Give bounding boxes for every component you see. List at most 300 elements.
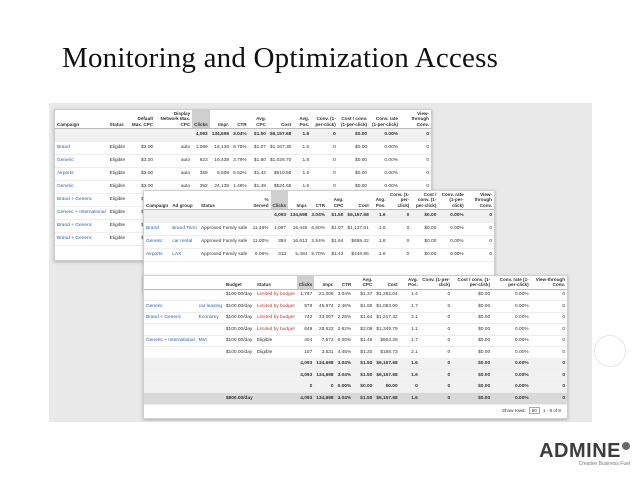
table-cell: 0.00% [369, 128, 400, 141]
column-header[interactable]: Avg. Pos. [371, 191, 388, 209]
column-header[interactable]: Cost [268, 110, 293, 128]
table-cell [55, 128, 108, 141]
table-cell: Eligible [108, 193, 127, 206]
table-cell: 0 [531, 335, 567, 347]
table-cell [255, 381, 297, 393]
table-cell: 3.04% [336, 393, 354, 405]
budget-table-screenshot [143, 275, 568, 419]
table-cell: 21,008 [314, 289, 335, 301]
column-header[interactable]: Avg. CPC [249, 110, 268, 128]
table-cell: Eligible [108, 141, 127, 154]
table-row [144, 335, 567, 347]
table-cell: 0.00% [492, 381, 531, 393]
column-header[interactable]: Avg. Pos. [400, 276, 420, 289]
table-cell: $0.00 [452, 393, 492, 405]
table-cell: 134,698 [314, 370, 335, 382]
column-header[interactable]: % Served [249, 191, 270, 209]
column-header[interactable]: CTR [309, 191, 327, 209]
table-cell: 1.6 [371, 209, 388, 222]
table-cell: 1.6 [400, 370, 420, 382]
column-header[interactable]: Conv. (1-per-click) [388, 191, 412, 209]
table-cell: 134,698 [314, 393, 335, 405]
table-cell: 5.52% [231, 167, 249, 180]
table-cell: 4,093 [192, 128, 210, 141]
table-cell: 7,573 [314, 335, 335, 347]
table-cell: $3.00 [127, 141, 155, 154]
column-header[interactable]: Impr. [288, 191, 309, 209]
table-cell: 3,531 [314, 347, 335, 359]
table-cell: 0 [400, 154, 431, 167]
table-cell: Eligible [108, 167, 127, 180]
table-cell: 11.00% [249, 235, 270, 248]
table-cell: $0.00 [452, 370, 492, 382]
table-cell: 1.7 [400, 301, 420, 313]
table-cell: 1.46% [231, 180, 249, 193]
table-cell: $188.73 [374, 347, 399, 359]
column-header[interactable]: Campaign [144, 191, 170, 209]
table-cell: $3.00 [127, 167, 155, 180]
row-link[interactable]: Generic [144, 235, 170, 248]
table-row [144, 324, 567, 336]
table-cell: 0 [531, 289, 567, 301]
table-cell: $1.64 [327, 235, 345, 248]
table-cell: 4.45% [336, 347, 354, 359]
logo-text: ADMINE [539, 440, 621, 462]
column-header[interactable]: Avg. Pos. [293, 110, 311, 128]
table-cell: 0.00% [492, 312, 531, 324]
table-cell: 0 [420, 324, 452, 336]
table-cell: 0 [400, 381, 420, 393]
table-cell [144, 209, 170, 222]
campaign-link[interactable] [144, 347, 197, 359]
table-cell: Approved Family safe [199, 235, 249, 248]
table-cell: $100.00/day [224, 347, 255, 359]
table-cell: $100.00/day [224, 335, 255, 347]
column-header[interactable]: Conv. rate (1-per-click) [492, 276, 531, 289]
table-cell: $0.00 [411, 209, 438, 222]
adgroup-link[interactable] [197, 289, 224, 301]
table-cell: 1.6 [400, 358, 420, 370]
column-header[interactable]: Cost [345, 191, 370, 209]
table-cell: 0 [388, 235, 412, 248]
table-cell: 0 [400, 167, 431, 180]
table-cell: 134,698 [210, 128, 231, 141]
logo-tagline: Creative Business Fuel [578, 461, 630, 467]
table-cell: $0.00 [338, 128, 369, 141]
table-cell: 16,439 [210, 154, 231, 167]
table-row [144, 289, 567, 301]
table-cell: 0 [531, 358, 567, 370]
table-cell: 0.00% [438, 222, 465, 235]
table-cell: 11.46% [249, 222, 270, 235]
page-range: 1 - 8 of 8 [542, 407, 561, 413]
table-cell: 134,698 [314, 358, 335, 370]
table-cell: $0.00 [452, 312, 492, 324]
campaign-link[interactable]: Generic [55, 180, 108, 193]
table-cell: 0 [531, 324, 567, 336]
column-header[interactable]: Cost [374, 276, 399, 289]
table-cell: $0.00 [411, 248, 438, 261]
table-cell: 0.00% [438, 248, 465, 261]
table-cell: 0 [466, 248, 494, 261]
table-cell: 33,007 [314, 312, 335, 324]
slide-title: Monitoring and Optimization Access [62, 42, 499, 74]
table-cell: 5,484 [288, 248, 309, 261]
table-cell: $1,217.32 [374, 312, 399, 324]
totals-row [55, 128, 431, 141]
table-cell: $0.00 [452, 301, 492, 313]
adgroup-link[interactable]: Economy [197, 312, 224, 324]
table-cell [144, 381, 197, 393]
table-cell: 0 [531, 393, 567, 405]
table-cell: 649 [297, 324, 315, 336]
table-cell: $1.64 [353, 312, 374, 324]
table-cell: $1.50 [353, 358, 374, 370]
table-cell: 0 [531, 370, 567, 382]
table-cell: 0.00% [369, 167, 400, 180]
totals-row [144, 209, 494, 222]
table-cell: 134,698 [288, 209, 309, 222]
adgroup-link[interactable] [197, 324, 224, 336]
table-cell: 2.26% [336, 312, 354, 324]
column-header[interactable]: Status [255, 276, 297, 289]
table-cell: 0 [297, 381, 315, 393]
table-cell: 2.82% [336, 324, 354, 336]
row-link[interactable]: car rental [170, 235, 199, 248]
table-cell: 0 [311, 141, 338, 154]
column-header[interactable]: Status [199, 191, 249, 209]
adgroup-link[interactable]: MIA [197, 335, 224, 347]
table-cell: Approved Family safe [199, 222, 249, 235]
column-header[interactable]: Display Network Max. CPC [155, 110, 192, 128]
show-rows-label: Show rows: [501, 407, 526, 413]
campaign-link[interactable]: Brand + Generic [55, 219, 108, 232]
column-header[interactable]: Conv. (1-per-click) [311, 110, 338, 128]
campaign-link[interactable]: Airports [55, 167, 108, 180]
table-cell: 6,508 [210, 167, 231, 180]
table-cell: 0 [420, 347, 452, 359]
table-cell: Eligible [108, 180, 127, 193]
table-cell: 742 [297, 312, 315, 324]
table-row [55, 154, 431, 167]
table-cell: $0.00 [452, 347, 492, 359]
column-header[interactable]: Clicks [192, 110, 210, 128]
row-link[interactable]: LAX [170, 248, 199, 261]
table-cell: $1.60 [249, 154, 268, 167]
table-cell: 0 [420, 289, 452, 301]
campaign-link[interactable]: Generic + International [55, 206, 108, 219]
table-cell [144, 393, 197, 405]
table-cell: $6,157.68 [374, 393, 399, 405]
table-cell: 1.8 [371, 235, 388, 248]
table-cell: 394 [271, 235, 289, 248]
table-cell: 4,093 [297, 393, 315, 405]
table-cell: 0.00% [438, 235, 465, 248]
table-cell: 0 [314, 381, 335, 393]
table-cell: Eligible [108, 219, 127, 232]
table-cell: 1.6 [371, 222, 388, 235]
status-cell: Eligible [255, 347, 297, 359]
table-cell: 2.1 [400, 347, 420, 359]
column-header[interactable]: Conv. rate (1-per-click) [369, 110, 400, 128]
row-link[interactable]: Brand [144, 222, 170, 235]
table-cell: 0 [311, 180, 338, 193]
table-cell [144, 358, 197, 370]
status-cell: Limited by budget [255, 324, 297, 336]
column-header[interactable]: CTR [231, 110, 249, 128]
column-header[interactable]: View-through Conv. [400, 110, 431, 128]
table-cell [197, 393, 224, 405]
table-cell: $100.00/day [224, 324, 255, 336]
table-cell: 1.7 [400, 335, 420, 347]
table-cell [199, 209, 249, 222]
adgroup-link[interactable] [197, 347, 224, 359]
campaign-link[interactable]: Generic [144, 301, 197, 313]
table-cell: auto [155, 154, 192, 167]
table-cell: 6.06% [249, 248, 270, 261]
table-cell: Eligible [108, 206, 127, 219]
campaign-link[interactable] [144, 324, 197, 336]
table-cell: 157 [297, 347, 315, 359]
table-cell: 0 [466, 222, 494, 235]
table-cell: $510.56 [268, 167, 293, 180]
table-cell: $1.49 [353, 335, 374, 347]
table-cell [249, 209, 270, 222]
table-cell: 16,136 [210, 141, 231, 154]
column-header[interactable]: Cost / conv. (1-per-click) [452, 276, 492, 289]
table-cell: $1.42 [249, 167, 268, 180]
admine-logo [539, 440, 630, 467]
table-cell: 0 [388, 222, 412, 235]
adgroup-link[interactable]: car leasing [197, 301, 224, 313]
table-cell: $1,262.04 [374, 289, 399, 301]
table-cell [197, 381, 224, 393]
table-cell: $1.43 [327, 248, 345, 261]
table-cell: $0.00 [452, 324, 492, 336]
table-cell [197, 358, 224, 370]
table-cell: $1.49 [249, 180, 268, 193]
table-cell: $0.00 [452, 358, 492, 370]
table-cell: 0 [531, 312, 567, 324]
column-header[interactable]: Default Max. CPC [127, 110, 155, 128]
column-header[interactable]: Campaign [55, 110, 108, 128]
campaign-link[interactable]: Brand [55, 141, 108, 154]
table-cell: $100.00/day [224, 312, 255, 324]
table-cell: 5.00% [336, 335, 354, 347]
status-cell: Limited by budget [255, 301, 297, 313]
table-cell: 24,135 [210, 180, 231, 193]
totals-row [144, 358, 567, 370]
table-cell: 0 [311, 128, 338, 141]
table-cell: 1.4 [400, 289, 420, 301]
table-cell: 0 [400, 128, 431, 141]
table-cell [170, 209, 199, 222]
campaign-link[interactable]: Generic + International [144, 335, 197, 347]
column-header[interactable]: View-through Conv. [466, 191, 494, 209]
table-cell: $1.50 [353, 393, 374, 405]
table-cell: $1.20 [353, 347, 374, 359]
row-link[interactable]: Airports [144, 248, 170, 261]
table-cell: 3.04% [309, 209, 327, 222]
table-cell: 0 [531, 347, 567, 359]
table-cell: 2.46% [336, 301, 354, 313]
table-cell: 2.1 [400, 312, 420, 324]
table-cell: 0 [311, 154, 338, 167]
table-cell: $1,026.70 [268, 154, 293, 167]
column-header[interactable]: Budget [224, 276, 255, 289]
table-row [144, 222, 494, 235]
table-cell: 15,446 [288, 222, 309, 235]
column-header[interactable]: Avg. CPC [327, 191, 345, 209]
table-row [144, 347, 567, 359]
table-cell: $603.28 [374, 335, 399, 347]
rows-per-page-select[interactable]: 50 [529, 407, 540, 414]
table-cell: $6,157.68 [374, 370, 399, 382]
table-cell: 6.75% [231, 141, 249, 154]
table-cell: Approved Family safe [199, 248, 249, 261]
table-cell [224, 381, 255, 393]
table-cell: 0 [420, 393, 452, 405]
table-cell: $1,349.79 [374, 324, 399, 336]
table-cell: $0.00 [411, 222, 438, 235]
table-cell: 0 [388, 209, 412, 222]
table-cell: 0.00% [492, 393, 531, 405]
table-cell: $0.00 [452, 381, 492, 393]
column-header[interactable]: Cost / conv. (1-per-click) [338, 110, 369, 128]
table-cell: 0 [531, 381, 567, 393]
table-cell: 0 [420, 358, 452, 370]
table-cell [255, 370, 297, 382]
column-header[interactable]: Clicks [297, 276, 315, 289]
table-cell: $100.00/day [224, 301, 255, 313]
table-cell: 0.00% [492, 370, 531, 382]
table-cell: 1.8 [293, 154, 311, 167]
column-header[interactable]: Avg. CPC [353, 276, 374, 289]
table-cell: 978 [297, 301, 315, 313]
table-cell: $1.07 [249, 141, 268, 154]
watermark-seal [594, 335, 626, 367]
table-cell: $0.00 [338, 180, 369, 193]
table-cell: $1,167.30 [268, 141, 293, 154]
adgroup-col [197, 276, 224, 289]
status-cell: Limited by budget [255, 289, 297, 301]
column-header[interactable]: CTR [336, 276, 354, 289]
table-cell: 3.04% [231, 128, 249, 141]
totals-row [144, 381, 567, 393]
column-header[interactable]: Ad group [170, 191, 199, 209]
table-cell: $1.86 [353, 301, 374, 313]
table-cell: 0 [420, 312, 452, 324]
table-cell: 0.00% [438, 209, 465, 222]
table-cell: 0.00% [369, 154, 400, 167]
campaign-link[interactable]: Generic [55, 154, 108, 167]
table-cell: 0.00% [336, 381, 354, 393]
table-cell: 0 [531, 301, 567, 313]
table-cell: 1.6 [371, 248, 388, 261]
column-header[interactable]: Impr. [210, 110, 231, 128]
status-cell: Eligible [255, 335, 297, 347]
table-cell: 16,613 [288, 235, 309, 248]
column-header[interactable]: Status [108, 110, 127, 128]
budget-table [144, 276, 567, 405]
column-header[interactable]: Cost / conv. (1-per-click) [411, 191, 438, 209]
table-cell: 0 [388, 248, 412, 261]
table-cell [224, 370, 255, 382]
column-header[interactable]: Impr. [314, 276, 335, 289]
table-cell: 1.6 [293, 128, 311, 141]
campaign-link[interactable]: Brand + Generic [55, 232, 108, 245]
campaign-link[interactable]: Brand + Generic [144, 312, 197, 324]
table-cell: 1,767 [297, 289, 315, 301]
table-cell: 5.70% [309, 248, 327, 261]
table-cell: $0.00 [374, 381, 399, 393]
table-cell: $524.68 [268, 180, 293, 193]
column-header[interactable]: Conv. (1-per-click) [420, 276, 452, 289]
table-cell [127, 128, 155, 141]
table-cell: $0.00 [411, 235, 438, 248]
column-header[interactable]: View-through Conv. [531, 276, 567, 289]
table-row [55, 167, 431, 180]
table-cell: $0.00 [353, 381, 374, 393]
table-cell: 3.79% [231, 154, 249, 167]
table-cell: 0 [420, 301, 452, 313]
table-cell: 0 [400, 180, 431, 193]
table-row [144, 248, 494, 261]
table-cell: 623 [192, 154, 210, 167]
campaign-link[interactable] [144, 289, 197, 301]
table-cell: $1.50 [249, 128, 268, 141]
table-cell: $6,157.68 [268, 128, 293, 141]
table-cell: $6,157.68 [345, 209, 370, 222]
table-cell: 3.04% [336, 358, 354, 370]
table-cell: 1.6 [293, 180, 311, 193]
table-cell: 0.00% [492, 324, 531, 336]
table-cell: 0.00% [492, 289, 531, 301]
table-cell [224, 358, 255, 370]
table-cell: 313 [271, 248, 289, 261]
table-cell: $100.00/day [224, 289, 255, 301]
table-cell: 0.00% [369, 180, 400, 193]
table-cell: $1.50 [327, 209, 345, 222]
table-cell: $3.00 [127, 154, 155, 167]
table-cell: $448.95 [345, 248, 370, 261]
table-cell: 4,093 [271, 209, 289, 222]
table-cell: 359 [192, 167, 210, 180]
column-header[interactable]: Conv. rate (1-per-click) [438, 191, 465, 209]
campaign-link[interactable]: Brand + Generic [55, 193, 108, 206]
table-cell: 0 [420, 370, 452, 382]
table-row [144, 235, 494, 248]
table-cell: $800.00/day [224, 393, 255, 405]
column-header[interactable]: Clicks [271, 191, 289, 209]
table-cell: 2.54% [309, 235, 327, 248]
table-cell [197, 370, 224, 382]
table-cell: auto [155, 141, 192, 154]
table-row [55, 141, 431, 154]
table-cell: 0.00% [492, 335, 531, 347]
table-cell: 28,622 [314, 324, 335, 336]
table-cell: 1,089 [192, 141, 210, 154]
row-link[interactable]: Brand Term [170, 222, 199, 235]
table-cell: 0.00% [492, 301, 531, 313]
table-cell: $0.00 [338, 154, 369, 167]
table-cell: 0 [466, 235, 494, 248]
table-cell: 0 [311, 167, 338, 180]
table-row [144, 301, 567, 313]
table-cell: $1.07 [327, 222, 345, 235]
table-cell: $2.08 [353, 324, 374, 336]
table-cell: $3.00 [127, 180, 155, 193]
